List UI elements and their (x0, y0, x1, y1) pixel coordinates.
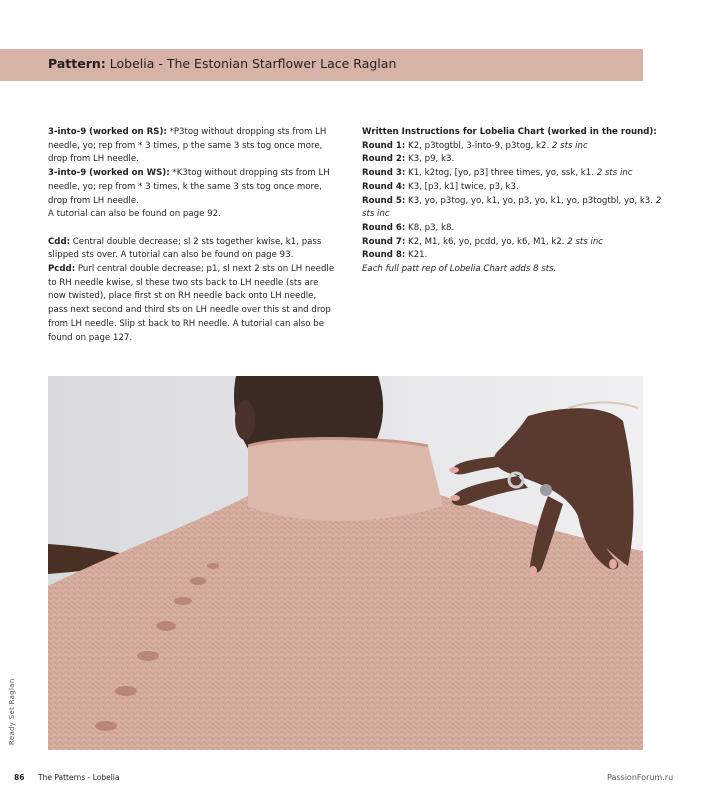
rs-term: 3-into-9 (worked on RS): (48, 127, 167, 137)
tutorial-note: A tutorial can also be found on page 92. (48, 209, 221, 220)
round-text: K2, p3togtbl, 3-into-9, p3tog, k2. (405, 140, 552, 151)
sweater-photo (48, 376, 643, 750)
round-item (362, 167, 662, 181)
round-item (362, 249, 662, 263)
chart-footnote-text: Each full patt rep of Lobelia Chart adds 8 sts. (362, 264, 557, 275)
cdd-text: Central double decrease; sl 2 sts together kwise, k1, pass slipped sts over. A tutorial can also be found on page 93. (48, 236, 322, 261)
rs-text: *P3tog without dropping sts from LH needle, yo; rep from * 3 times, p the same 3 sts tog once more, drop from LH needle. (48, 127, 327, 165)
chart-instructions-heading (362, 126, 662, 140)
round-label: Round 7: (362, 236, 406, 247)
round-label: Round 5: (362, 195, 406, 206)
right-column (362, 126, 662, 277)
round-item (362, 236, 662, 250)
turtleneck (248, 439, 443, 522)
round-note: 2 sts inc (596, 168, 633, 179)
round-text: K3, [p3, k1] twice, p3, k3. (405, 181, 519, 192)
round-text: K2, M1, k6, yo, pcdd, yo, k6, M1, k2. (405, 236, 568, 247)
round-item (362, 140, 662, 154)
header-banner (0, 49, 643, 81)
pcdd-text: Purl central double decrease; p1, sl next 2 sts on LH needle to RH needle kwise, sl these two sts back to LH needle (sts are now twisted), place first st on RH needle back onto LH needle, pass next second and third sts on LH needle over this st and drop from LH needle. Slip st back to RH needle. A tutorial can also be found on page 127. (48, 264, 335, 343)
round-item (362, 181, 662, 195)
pcdd-term: Pcdd: (48, 264, 76, 275)
round-label: Round 2: (362, 154, 406, 165)
round-item (362, 153, 662, 167)
side-running-title: Ready Set Raglan (8, 678, 16, 745)
round-text: K3, yo, p3tog, yo, k1, yo, p3, yo, k1, yo, p3togtbl, yo, k3. (405, 195, 656, 206)
round-list (362, 140, 662, 263)
round-text: K1, k2tog, [yo, p3] three times, yo, ssk, k1. (405, 168, 597, 179)
round-label: Round 4: (362, 181, 406, 192)
left-column (48, 126, 338, 345)
footer-section: The Patterns - Lobelia (38, 773, 120, 782)
round-text: K8, p3, k8. (405, 222, 455, 233)
round-label: Round 8: (362, 250, 406, 261)
round-note: 2 sts inc (551, 140, 588, 151)
header-label: Pattern: (48, 56, 106, 71)
ear (235, 400, 255, 440)
page-number: 86 (14, 773, 25, 782)
ring (540, 484, 552, 496)
cdd-term: Cdd: (48, 236, 71, 247)
header-pattern-name: Lobelia - The Estonian Starflower Lace Raglan (109, 56, 397, 71)
rs-definition (48, 126, 338, 167)
round-label: Round 6: (362, 222, 406, 233)
ws-text: *K3tog without dropping sts from LH needle, yo; rep from * 3 times, k the same 3 sts tog once more, drop from LH needle. (48, 168, 330, 206)
chart-heading-text: Written Instructions for Lobelia Chart (worked in the round): (362, 127, 657, 137)
round-note: 2 sts inc (567, 236, 604, 247)
round-item (362, 222, 662, 236)
round-text: K3, p9, k3. (405, 154, 455, 165)
round-note: 2 sts inc (362, 195, 662, 220)
sweater-illustration (48, 376, 643, 750)
round-item (362, 195, 662, 222)
round-text: K21. (405, 250, 428, 261)
cdd-definition (48, 236, 338, 263)
chart-footnote (362, 263, 662, 277)
round-label: Round 1: (362, 140, 406, 151)
round-label: Round 3: (362, 168, 406, 179)
ws-term: 3-into-9 (worked on WS): (48, 168, 170, 179)
ws-definition (48, 167, 338, 208)
header-title (48, 56, 396, 71)
watermark: PassionForum.ru (607, 773, 674, 782)
pcdd-definition (48, 263, 338, 345)
